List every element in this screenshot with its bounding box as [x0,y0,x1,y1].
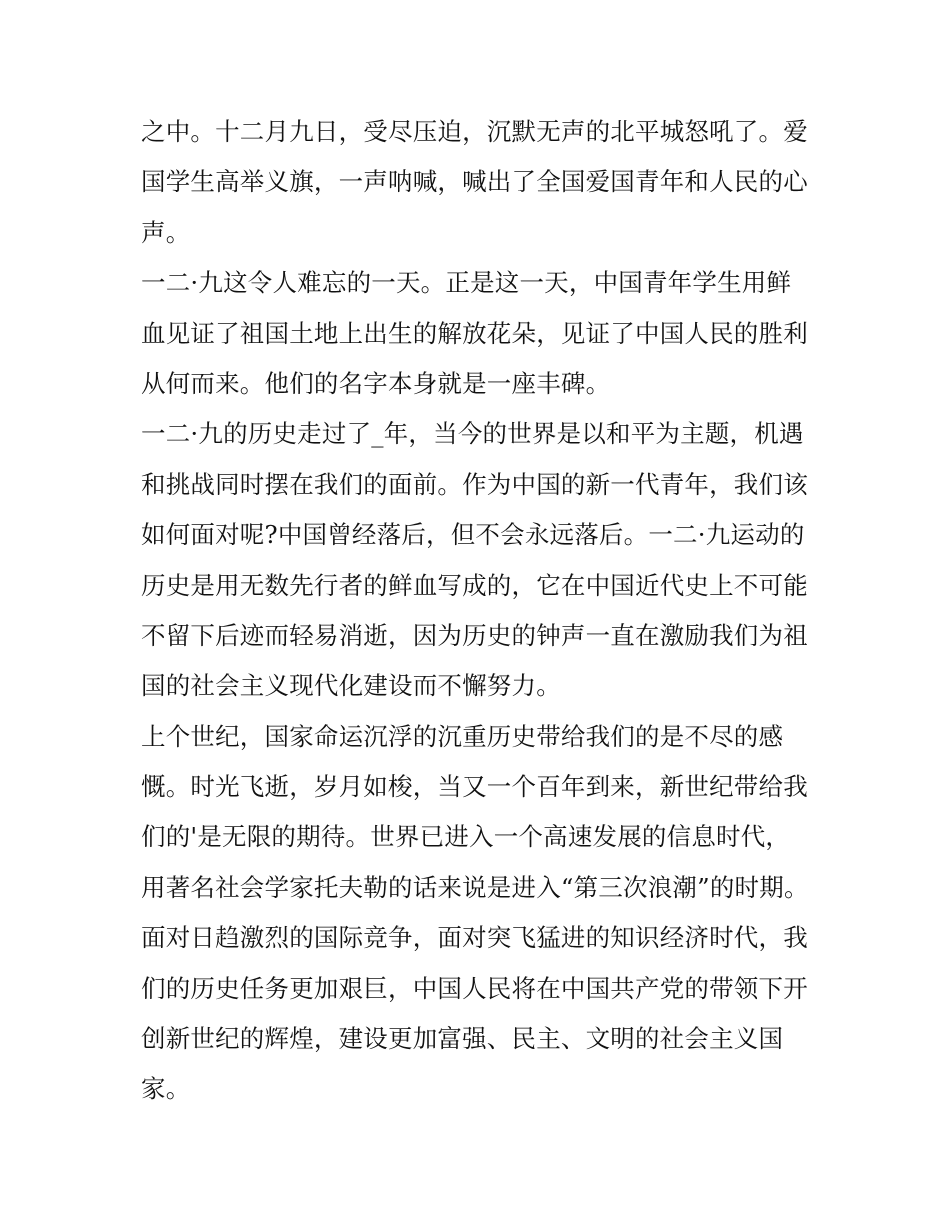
body-text [141,107,821,1115]
text-line: 和挑战同时摆在我们的面前。作为中国的新一代青年，我们该 [141,469,808,499]
text-line: 用著名社会学家托夫勒的话来说是进入“第三次浪潮”的时期。 [141,872,809,902]
text-line: 从何而来。他们的名字本身就是一座丰碑。 [141,368,611,398]
text-line: 创新世纪的辉煌，建设更加富强、民主、文明的社会主义国 [141,1024,784,1054]
text-line: 血见证了祖国土地上出生的解放花朵，见证了中国人民的胜利 [141,318,808,348]
text-line: 一二·九这令人难忘的一天。正是这一天，中国青年学生用鲜 [141,268,792,298]
text-line: 声。 [141,217,191,247]
text-line: 国学生高举义旗，一声呐喊，喊出了全国爱国青年和人民的心 [141,167,808,197]
text-line: 上个世纪，国家命运沉浮的沉重历史带给我们的是不尽的感 [141,721,784,751]
text-line: 面对日趋激烈的国际竞争，面对突飞猛进的知识经济时代，我 [141,923,808,953]
text-line: 如何面对呢?中国曾经落后，但不会永远落后。一二·九运动的 [141,520,805,550]
text-line: 慨。时光飞逝，岁月如梭，当又一个百年到来，新世纪带给我 [141,772,808,802]
text-line: 们的历史任务更加艰巨，中国人民将在中国共产党的带领下开 [141,973,808,1003]
text-line: 家。 [141,1074,191,1104]
text-line: 之中。十二月九日，受尽压迫，沉默无声的北平城怒吼了。爱 [141,117,808,146]
text-line: 们的'是无限的期待。世界已进入一个高速发展的信息时代， [141,822,791,852]
text-line: 国的社会主义现代化建设而不懈努力。 [141,671,561,701]
text-line: 一二·九的历史走过了_年，当今的世界是以和平为主题，机遇 [141,419,804,449]
text-line: 历史是用无数先行者的鲜血写成的，它在中国近代史上不可能 [141,570,808,600]
text-line: 不留下后迹而轻易消逝，因为历史的钟声一直在激励我们为祖 [141,620,808,650]
